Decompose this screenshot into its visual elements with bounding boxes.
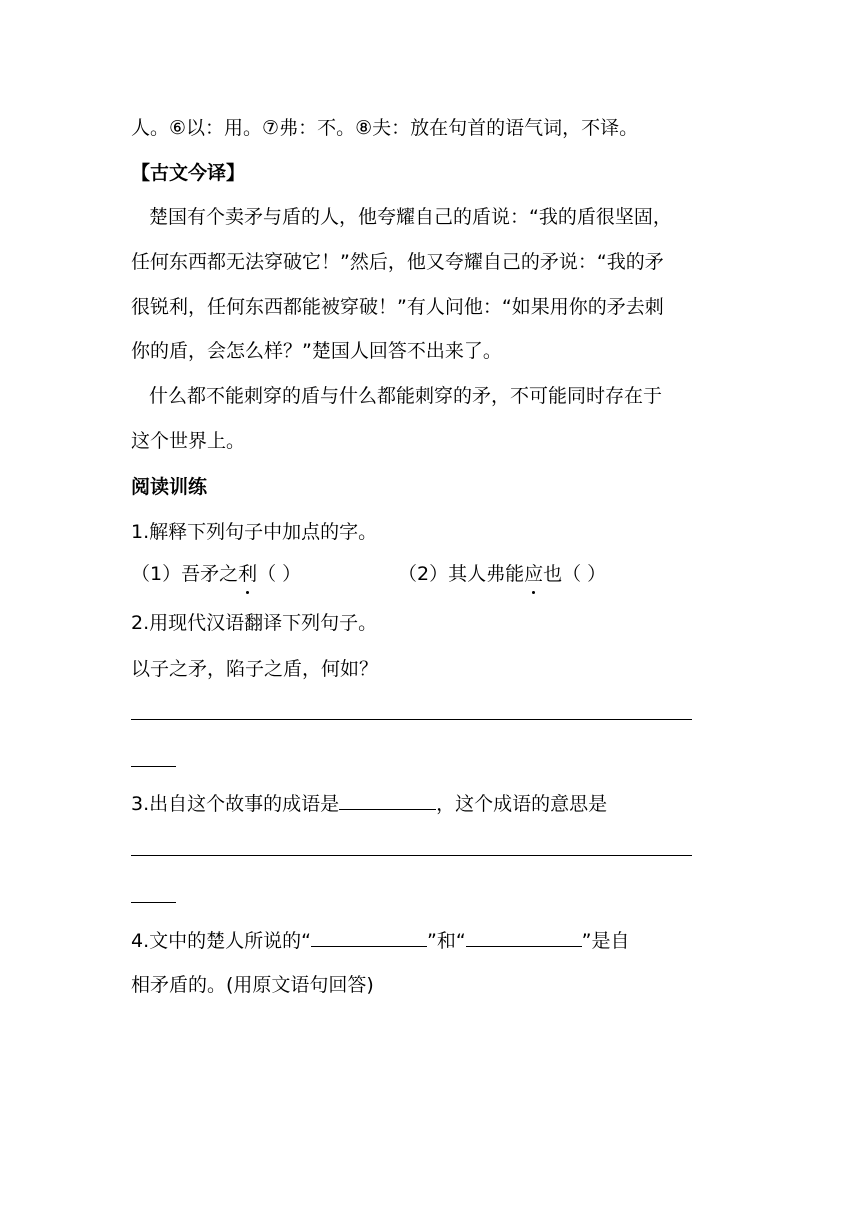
q3-prefix: 3.出自这个故事的成语是 xyxy=(131,793,340,815)
q1a-dotted-char: 利 xyxy=(238,560,257,588)
translation-line-6: 这个世界上。 xyxy=(131,430,246,452)
answer-line-q3-end xyxy=(131,902,176,903)
q4-blank-1 xyxy=(311,928,427,947)
answer-line-q2-end xyxy=(131,766,176,767)
annotation-line: 人。⑥以：用。⑦弗：不。⑧夫：放在句首的语气词，不译。 xyxy=(131,117,639,139)
q4-suffix: ”是自 xyxy=(581,930,630,952)
question-2-sentence: 以子之矛，陷子之盾，何如？ xyxy=(131,658,379,680)
question-1-item-1 xyxy=(131,560,301,588)
question-3 xyxy=(131,790,701,818)
q4-blank-2 xyxy=(466,928,582,947)
q3-idiom-blank xyxy=(339,791,436,810)
question-1-item-2 xyxy=(398,560,606,588)
section-heading-translation: 【古文今译】 xyxy=(131,162,246,184)
translation-line-1: 楚国有个卖矛与盾的人，他夸耀自己的盾说：“我的盾很坚固， xyxy=(149,206,672,228)
translation-line-5: 什么都不能刺穿的盾与什么都能刺穿的矛，不可能同时存在于 xyxy=(149,385,663,407)
q3-suffix: ，这个成语的意思是 xyxy=(436,793,608,815)
q1a-answer-blank: （ ） xyxy=(257,563,302,585)
question-4 xyxy=(131,927,701,955)
section-heading-exercise: 阅读训练 xyxy=(131,476,208,498)
answer-line-q2 xyxy=(131,719,692,720)
translation-line-3: 很锐利，任何东西都能被穿破！”有人问他：“如果用你的矛去刺 xyxy=(131,296,664,318)
q1b-answer-blank: 也（ ） xyxy=(543,563,607,585)
q4-middle: ”和“ xyxy=(426,930,466,952)
q4-prefix: 4.文中的楚人所说的“ xyxy=(131,930,311,952)
translation-line-4: 你的盾，会怎么样？”楚国人回答不出来了。 xyxy=(131,340,502,362)
q1a-prefix: （1）吾矛之 xyxy=(131,563,239,585)
answer-line-q3 xyxy=(131,855,692,856)
question-4-continued: 相矛盾的。(用原文语句回答) xyxy=(131,974,374,996)
question-1: 1.解释下列句子中加点的字。 xyxy=(131,521,378,543)
question-2: 2.用现代汉语翻译下列句子。 xyxy=(131,612,378,634)
q1b-dotted-char: 应 xyxy=(524,560,543,588)
translation-line-2: 任何东西都无法穿破它！”然后，他又夸耀自己的矛说：“我的矛 xyxy=(131,251,664,273)
q1b-prefix: （2）其人弗能 xyxy=(398,563,525,585)
